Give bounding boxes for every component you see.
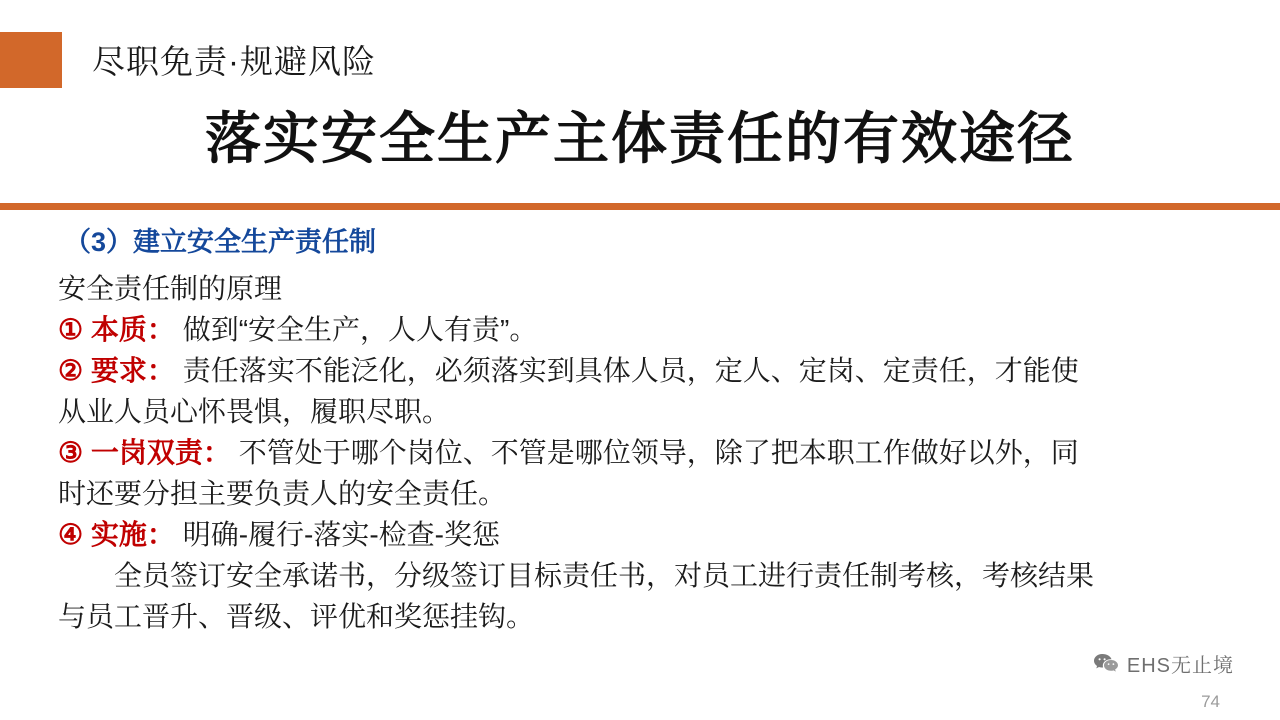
list-marker: ④ (58, 519, 84, 550)
header-divider (0, 203, 1280, 210)
section-subheading: （3）建立安全生产责任制 (64, 227, 377, 257)
list-marker: ① (58, 314, 84, 345)
body-text: 责任落实不能泛化，必须落实到具体人员，定人、定岗、定责任，才能使 (182, 355, 1079, 386)
body-text: 不管处于哪个岗位、不管是哪位领导，除了把本职工作做好以外，同 (238, 437, 1079, 468)
list-label: 实施： (90, 519, 175, 550)
page-title: 落实安全生产主体责任的有效途径 (205, 107, 1075, 170)
header-kicker: 尽职免责·规避风险 (92, 43, 376, 80)
body-line (58, 391, 1222, 432)
wechat-watermark (1093, 649, 1234, 678)
body-line (58, 514, 1222, 555)
body-line (58, 309, 1222, 350)
body-text: 做到“安全生产，人人有责”。 (182, 314, 538, 345)
header-accent-block (0, 32, 62, 88)
list-label: 要求： (90, 355, 175, 386)
body-text: 从业人员心怀畏惧，履职尽职。 (58, 396, 451, 427)
slide-header (0, 0, 1280, 206)
wechat-icon (1093, 653, 1119, 675)
body-line (58, 350, 1222, 391)
body-line (58, 432, 1222, 473)
body-text: 时还要分担主要负责人的安全责任。 (58, 478, 507, 509)
body-text: 明确-履行-落实-检查-奖惩 (182, 519, 500, 550)
body-line (58, 268, 1222, 309)
list-marker: ② (58, 355, 84, 386)
list-marker: ③ (58, 437, 84, 468)
body-line (58, 555, 1222, 596)
list-label: 本质： (90, 314, 175, 345)
slide-body (0, 222, 1280, 637)
wechat-account-name: EHS无止境 (1126, 655, 1234, 677)
body-text: 全员签订安全承诺书，分级签订目标责任书，对员工进行责任制考核，考核结果 (114, 560, 1095, 591)
list-label: 一岗双责： (90, 437, 231, 468)
body-line (58, 596, 1222, 637)
page-number: 74 (1201, 692, 1220, 711)
body-line (58, 473, 1222, 514)
body-text: 与员工晋升、晋级、评优和奖惩挂钩。 (58, 601, 535, 632)
body-text: 安全责任制的原理 (58, 273, 283, 304)
